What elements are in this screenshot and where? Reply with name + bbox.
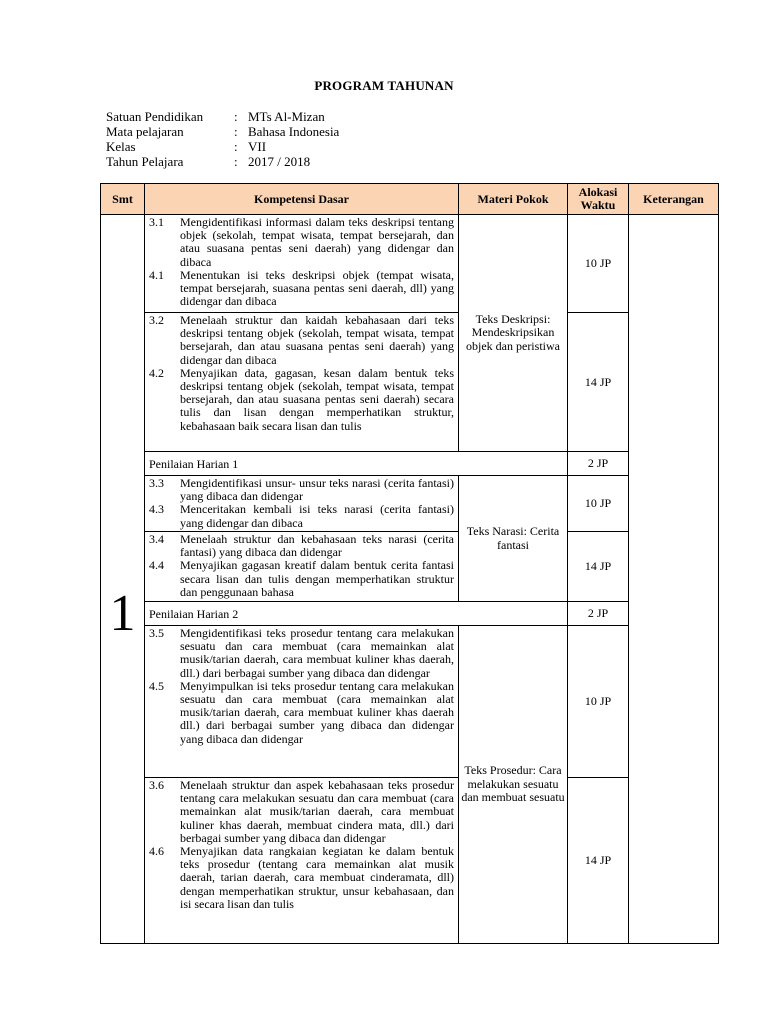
kd-number: 4.1 bbox=[149, 267, 164, 282]
info-label: Satuan Pendidikan bbox=[106, 109, 204, 124]
kd-item bbox=[149, 845, 454, 911]
kd-number: 4.6 bbox=[149, 844, 164, 859]
header-keterangan: Keterangan bbox=[629, 184, 719, 215]
table-row bbox=[101, 476, 719, 532]
info-label: Kelas bbox=[106, 139, 136, 154]
kd-text: Menceritakan kembali isi teks narasi (cerita fantasi) yang didengar dan dibaca bbox=[180, 502, 454, 530]
kd-text: Mengidentifikasi teks prosedur tentang cara melakukan sesuatu dan cara membuat (cara memainkan alat musik/tarian daerah, cara membuat kuliner khas daerah, dll.) dari berbagai sumber yang dibaca dan didengar bbox=[180, 626, 454, 680]
kd-text: Menyajikan data, gagasan, kesan dalam bentuk teks deskripsi tentang objek (sekolah, tempat wisata, tempat bersejarah, dan atau suasana pentas seni daerah) secara tulis dan lisan dengan memperhatikan struktur, kebahasaan baik secara lisan dan tulis bbox=[180, 365, 454, 433]
kd-text: Mengidentifikasi unsur- unsur teks narasi (cerita fantasi) yang dibaca dan didengar bbox=[180, 476, 454, 504]
kd-text: Menyimpulkan isi teks prosedur tentang cara melakukan sesuatu dan cara membuat (cara memainkan alat musik/tarian daerah, cara membuat kuliner khas daerah dll.) dari berbagai sumber yang dibaca dan didengar yang dibaca dan didengar bbox=[180, 678, 454, 746]
kd-cell bbox=[145, 778, 459, 944]
materi-pokok-deskripsi: Teks Deskripsi: Mendeskripsikan objek dan peristiwa bbox=[459, 215, 568, 452]
kd-item bbox=[149, 216, 454, 269]
alokasi-waktu: 10 JP bbox=[568, 626, 629, 778]
kd-item bbox=[149, 779, 454, 845]
table-row bbox=[101, 602, 719, 626]
info-colon: : bbox=[234, 139, 238, 154]
header-kompetensi-dasar: Kompetensi Dasar bbox=[145, 184, 459, 215]
table-header-row bbox=[101, 184, 719, 215]
table-row bbox=[101, 532, 719, 602]
kd-number: 4.4 bbox=[149, 558, 164, 573]
kd-text: Menelaah struktur dan kaidah kebahasaan dari teks deskripsi tentang objek (sekolah, tempat wisata, tempat bersejarah, dan atau suasana pentas seni daerah) yang didengar dan dibaca bbox=[180, 313, 454, 367]
kd-item bbox=[149, 367, 454, 433]
table-row bbox=[101, 778, 719, 944]
kd-item bbox=[149, 627, 454, 680]
table-row bbox=[101, 313, 719, 452]
kd-number: 4.3 bbox=[149, 502, 164, 517]
info-value: 2017 / 2018 bbox=[248, 154, 311, 169]
info-value: MTs Al-Mizan bbox=[248, 109, 325, 124]
penilaian-harian-label: Penilaian Harian 1 bbox=[145, 452, 568, 476]
kd-text: Menelaah struktur dan kebahasaan teks narasi (cerita fantasi) yang dibaca dan didengar bbox=[180, 532, 454, 560]
kd-text: Menyajikan data rangkaian kegiatan ke dalam bentuk teks prosedur (tentang cara memainkan alat musik daerah, tarian daerah, cara membuat cinderamata, dll) dengan memperhatikan struktur, unsur kebahasaan, dan isi secara lisan dan tulis bbox=[180, 844, 454, 911]
kd-number: 3.3 bbox=[149, 476, 164, 490]
kd-text: Mengidentifikasi informasi dalam teks deskripsi tentang objek (sekolah, tempat wisata, tempat bersejarah, dan atau suasana pentas seni daerah) yang didengar dan dibaca bbox=[180, 215, 454, 269]
penilaian-harian-label: Penilaian Harian 2 bbox=[145, 602, 568, 626]
alokasi-waktu: 10 JP bbox=[568, 476, 629, 532]
kd-cell bbox=[145, 626, 459, 778]
kd-cell bbox=[145, 215, 459, 313]
kd-item bbox=[149, 503, 454, 529]
materi-pokok-narasi: Teks Narasi: Cerita fantasi bbox=[459, 476, 568, 602]
kd-text: Menentukan isi teks deskripsi objek (tempat wisata, tempat bersejarah, suasana pentas seni daerah, dll) yang didengar dan dibaca bbox=[180, 267, 454, 309]
kd-item bbox=[149, 269, 454, 309]
kd-item bbox=[149, 559, 454, 599]
alokasi-waktu: 14 JP bbox=[568, 532, 629, 602]
document-info bbox=[106, 109, 339, 169]
kd-text: Menyajikan gagasan kreatif dalam bentuk cerita fantasi secara lisan dan tulis dengan memperhatikan struktur dan penggunaan bahasa bbox=[180, 558, 454, 599]
kd-number: 3.5 bbox=[149, 626, 164, 640]
info-row-satuan bbox=[106, 109, 339, 124]
kd-item bbox=[149, 314, 454, 367]
table-row bbox=[101, 452, 719, 476]
header-materi-pokok: Materi Pokok bbox=[459, 184, 568, 215]
info-colon: : bbox=[234, 154, 238, 169]
alokasi-waktu: 2 JP bbox=[568, 452, 629, 476]
kd-number: 3.1 bbox=[149, 215, 164, 229]
header-smt: Smt bbox=[101, 184, 145, 215]
program-table bbox=[100, 183, 719, 944]
keterangan-cell bbox=[629, 215, 719, 944]
info-colon: : bbox=[234, 124, 238, 139]
kd-cell bbox=[145, 476, 459, 532]
kd-item bbox=[149, 477, 454, 503]
kd-item bbox=[149, 680, 454, 746]
kd-cell bbox=[145, 532, 459, 602]
materi-pokok-prosedur: Teks Prosedur: Cara melakukan sesuatu dan membuat sesuatu bbox=[459, 626, 568, 944]
kd-number: 4.2 bbox=[149, 365, 164, 380]
info-value: VII bbox=[248, 139, 267, 154]
document-title: PROGRAM TAHUNAN bbox=[314, 78, 454, 93]
kd-text: Menelaah struktur dan aspek kebahasaan teks prosedur tentang cara melakukan sesuatu dan cara membuat (cara memainkan alat musik/tarian daerah, cara membuat kuliner khas daerah, membuat cindera mata, dll.) dari berbagai sumber yang dibaca dan didengar bbox=[180, 778, 454, 845]
alokasi-waktu: 10 JP bbox=[568, 215, 629, 313]
kd-number: 3.6 bbox=[149, 778, 164, 792]
info-row-mapel bbox=[106, 124, 339, 139]
alokasi-waktu: 14 JP bbox=[568, 313, 629, 452]
kd-item bbox=[149, 533, 454, 559]
info-label: Mata pelajaran bbox=[106, 124, 184, 139]
kd-number: 3.2 bbox=[149, 313, 164, 327]
table-row bbox=[101, 215, 719, 313]
header-alokasi-waktu: Alokasi Waktu bbox=[568, 184, 629, 215]
info-row-tahun bbox=[106, 154, 339, 169]
info-label: Tahun Pelajara bbox=[106, 154, 184, 169]
info-colon: : bbox=[234, 109, 238, 124]
info-value: Bahasa Indonesia bbox=[248, 124, 340, 139]
table-row bbox=[101, 626, 719, 778]
kd-number: 4.5 bbox=[149, 678, 164, 693]
info-row-kelas bbox=[106, 139, 339, 154]
alokasi-waktu: 14 JP bbox=[568, 778, 629, 944]
semester-number: 1 bbox=[101, 215, 145, 944]
kd-cell bbox=[145, 313, 459, 452]
alokasi-waktu: 2 JP bbox=[568, 602, 629, 626]
kd-number: 3.4 bbox=[149, 532, 164, 546]
